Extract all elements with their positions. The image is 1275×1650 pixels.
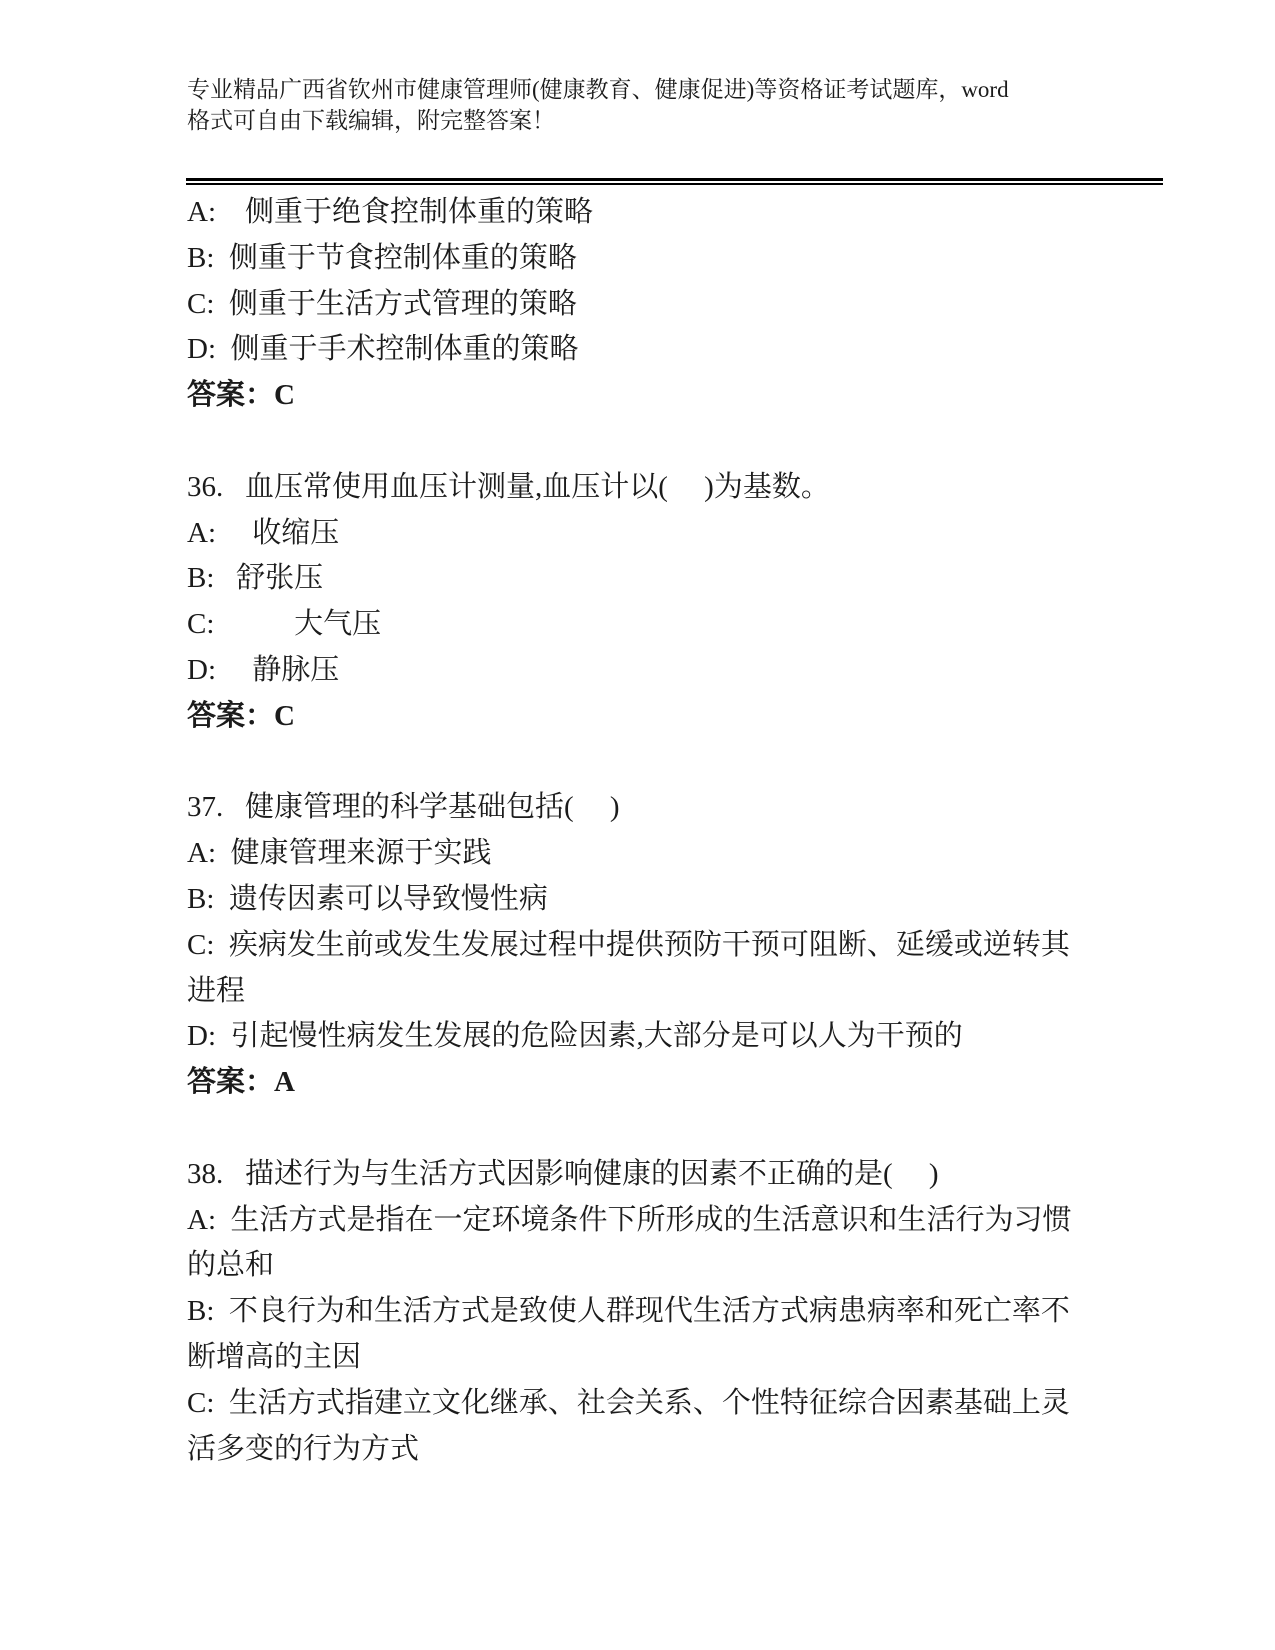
- text-line: [187, 1106, 1197, 1152]
- text-line: B: 不良行为和生活方式是致使人群现代生活方式病患病率和死亡率不: [187, 1295, 1070, 1328]
- text-line: [187, 419, 1197, 465]
- page-header: [187, 74, 1009, 136]
- text-line: B: 舒张压: [187, 562, 324, 595]
- text-line: 37. 健康管理的科学基础包括( ): [187, 791, 620, 824]
- text-line: 活多变的行为方式: [187, 1432, 420, 1465]
- text-line: C: 大气压: [187, 608, 382, 641]
- text-line: A: 健康管理来源于实践: [187, 837, 492, 870]
- text-line: A: 生活方式是指在一定环境条件下所形成的生活意识和生活行为习惯: [187, 1203, 1072, 1236]
- text-line: 38. 描述行为与生活方式因影响健康的因素不正确的是( ): [187, 1157, 939, 1190]
- text-line: C: 侧重于生活方式管理的策略: [187, 287, 577, 320]
- text-line: 答案：A: [187, 1066, 295, 1099]
- text-line: A: 侧重于绝食控制体重的策略: [187, 196, 594, 228]
- text-line: D: 侧重于手术控制体重的策略: [187, 333, 579, 366]
- text-line: A: 收缩压: [187, 516, 340, 549]
- document-body: [187, 190, 1197, 1472]
- text-line: B: 遗传因素可以导致慢性病: [187, 882, 548, 915]
- text-line: 答案：C: [187, 379, 295, 412]
- header-line-1: 专业精品广西省钦州市健康管理师(健康教育、健康促进)等资格证考试题库，word: [187, 77, 1009, 102]
- header-divider-rule: [186, 178, 1163, 185]
- text-line: 进程: [187, 974, 246, 1007]
- text-line: 答案：C: [187, 699, 295, 732]
- text-line: 断增高的主因: [187, 1340, 362, 1373]
- text-line: 的总和: [187, 1249, 275, 1282]
- text-line: C: 疾病发生前或发生发展过程中提供预防干预可阻断、延缓或逆转其: [187, 928, 1070, 961]
- text-line: B: 侧重于节食控制体重的策略: [187, 241, 577, 274]
- text-line: 36. 血压常使用血压计测量,血压计以( )为基数。: [187, 470, 830, 503]
- text-line: [187, 740, 1197, 786]
- text-line: C: 生活方式指建立文化继承、社会关系、个性特征综合因素基础上灵: [187, 1386, 1070, 1419]
- text-line: D: 引起慢性病发生发展的危险因素,大部分是可以人为干预的: [187, 1020, 963, 1053]
- header-line-2: 格式可自由下载编辑，附完整答案！: [187, 108, 555, 133]
- text-line: D: 静脉压: [187, 653, 340, 686]
